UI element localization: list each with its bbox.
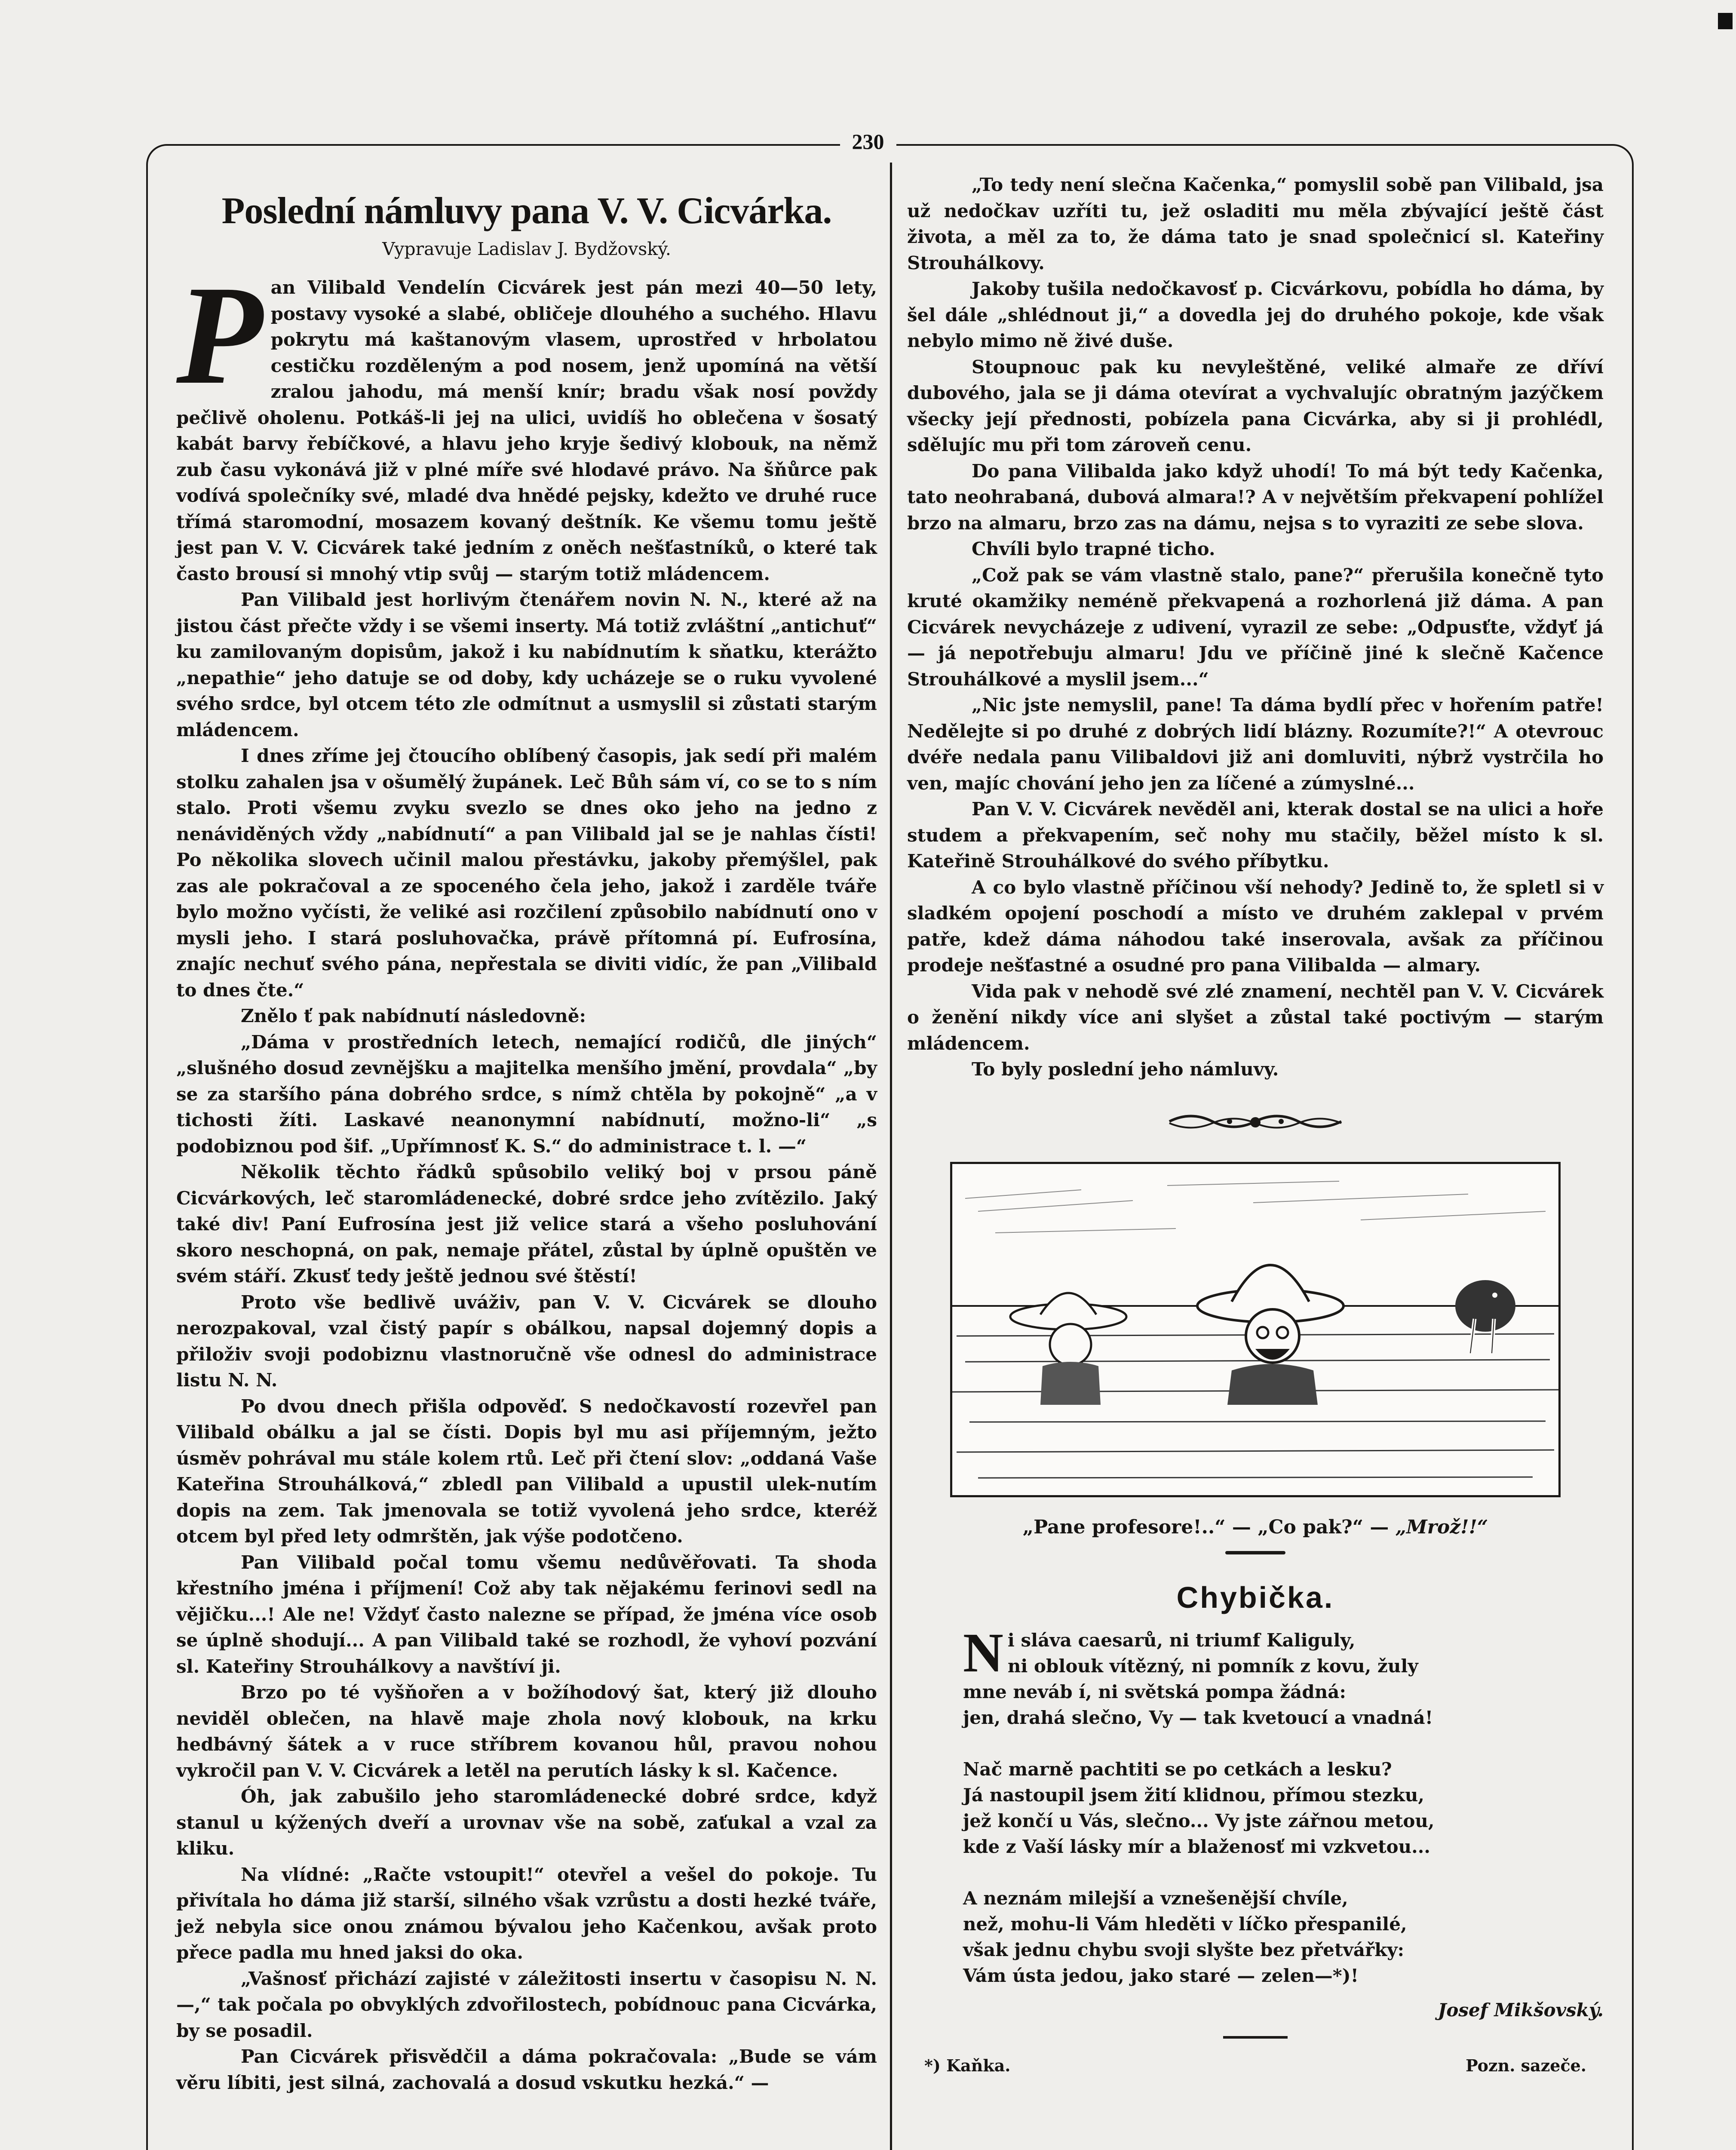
left-column <box>176 172 877 2096</box>
paragraph: To byly poslední jeho námluvy. <box>972 1059 1279 1080</box>
separator-rule <box>1225 1551 1285 1554</box>
verse-line: Vám ústa jedou, jako staré — zelen—*)! <box>963 1965 1359 1986</box>
verse-line: ni oblouk vítězný, ni pomník z kovu, žuly <box>1007 1655 1418 1677</box>
paragraph: Několik těchto řádků spůsobilo veliký boj v prsou páně Cicvárkových, leč staromládenecké, dobré srdce jeho zvítězilo. Jaký také div! Paní Eufrosína jest již velice stará a všeho posluhování skoro neschopná, on pak, nemaje přátel, zůstal by úplně opuštěn ve svém stáří. Zkusť tedy ještě jednou své štěstí! <box>176 1161 877 1287</box>
paragraph: Do pana Vilibalda jako když uhodí! To má být tedy Kačenka, tato neohrabaná, dubová almara!? A v největším překvapení pohlížel brzo na almaru, brzo zas na dámu, nejsa s to vyraziti ze sebe slova. <box>907 460 1604 534</box>
poem-author: Josef Mikšovský. <box>1438 1999 1604 2021</box>
paragraph: Chvíli bylo trapné ticho. <box>972 538 1215 559</box>
article-body <box>176 257 877 2096</box>
verse-line: však jednu chybu svoji slyšte bez přetvářky: <box>963 1939 1405 1960</box>
paragraph: Pan Vilibald Vendelín Cicvárek jest pán mezi 40—50 lety, postavy vysoké a slabé, obličeje dlouhého a suchého. Hlavu pokrytu má kaštanovým vlasem, uprostřed v hrbolatou cestičku rozděleným a pod nosem, jenž upomíná na větší zralou jahodu, má menší knír; bradu však nosí povždy pečlivě oholenu. Potkáš-li jej na ulici, uvidíš ho oblečena v šosatý kabát barvy řebíčkové, a hlavu jeho kryje šedivý klobouk, na němž zub času vykonává již v plné míře své hlodavé právo. Na šňůrce pak vodívá společníky své, mladé dva hnědé pejsky, kdežto ve druhé ruce třímá staromodní, mosazem kovaný deštník. Ke všemu tomu ještě jest pan V. V. Cicvárek také jedním z oněch nešťastníků, o které tak často brousí si mnohý vtip svůj — starým totiž mládencem. <box>176 257 877 584</box>
paragraph: „Vašnosť přichází zajisté v záležitosti insertu v časopisu N. N. —,“ tak počala po obvyklých zdvořilostech, pobídnouc pana Cicvárka, by se posadil. <box>176 1968 877 2041</box>
poem-drop-cap: N <box>963 1622 1003 1684</box>
footnote-note: Pozn. sazeče. <box>1466 2055 1586 2075</box>
verse-line: jež končí u Vás, slečno... Vy jste zářnou metou, <box>963 1810 1435 1831</box>
paragraph: Vida pak v nehodě své zlé znamení, nechtěl pan V. V. Cicvárek o ženění nikdy více ani slyšet a zůstal také poctivým — starým mládencem. <box>907 980 1604 1054</box>
poem-title: Chybička. <box>1176 1580 1334 1614</box>
paragraph: I dnes zříme jej čtoucího oblíbený časopis, jak sedí při malém stolku zahalen jsa v ošumělý župánek. Leč Bůh sám ví, co se to s ním stalo. Proti všemu zvyku svezlo se dnes oko jeho na jedno z nenáviděných vždy „nabídnutí“ a pan Vilibald jal se je nahlas čísti! Po několika slovech učinil malou přestávku, jakoby přemýšlel, pak zas ale pokračoval a ze spoceného čela jeho, jakož i zarděle tváře bylo možno vyčísti, že veliké asi rozčilení způsobilo nabídnutí ono v mysli jeho. I stará posluhovačka, právě přítomná pí. Eufrosína, znajíc nechuť svého pána, nepřestala se diviti vidíc, že pan „Vilibald to dnes čte.“ <box>176 745 877 1001</box>
stanza <box>963 1622 1604 1731</box>
paragraph: Proto vše bedlivě uváživ, pan V. V. Cicvárek se dlouho nerozpakoval, vzal čistý papír s obálkou, napsal dojemný dopis a přiloživ svoji podobiznu vlastnoručně vše odnesl do administrace listu N. N. <box>176 1291 877 1391</box>
paragraph: Jakoby tušila nedočkavosť p. Cicvárkovu, pobídla ho dáma, by šel dále „shlédnout ji,“ a dovedla jej do druhého pokoje, kde však nebylo mimo ně živé duše. <box>907 278 1604 351</box>
page-number: 230 <box>0 129 1736 154</box>
corner-mark <box>1718 13 1733 29</box>
paragraph: A co bylo vlastně příčinou vší nehody? Jedině to, že spletl si v sladkém opojení poschodí a místo ve druhém zaklepal v prvém patře, kdež dáma náhodou také inserovala, avšak za příčinou prodeje nešťastné a osudné pro pana Vilibalda — almary. <box>907 876 1604 976</box>
verse-line: Nač marně pachtiti se po cetkách a lesku? <box>963 1758 1392 1780</box>
paragraph: Stoupnouc pak ku nevyleštěné, veliké almaře ze dříví dubového, jala se ji dáma otevírat a vychvalujíc obratným jazýčkem všecky její přednosti, pobízela pana Cicvárka, aby si ji prohlédl, sdělujíc mu při tom zároveň cenu. <box>907 356 1604 455</box>
right-column <box>907 172 1604 2075</box>
paragraph: Óh, jak zabušilo jeho staromládenecké dobré srdce, když stanul u kýžených dveří a urovnav vše na sobě, zaťukal a vzal za kliku. <box>176 1786 877 1859</box>
advert-quote: „Dáma v prostředních letech, nemající rodičů, dle jiných“ „slušného dosud zevnějšku a majitelka menšího jmění, provdala“ „by se za staršího pána dobrého srdce, s nímž chtěla by pokojně“ „a v tichosti žíti. Laskavé neanonymní nabídnutí, možno-li“ „s podobiznou pod šif. „Upřímnosť K. S.“ do administrace t. l. —“ <box>176 1031 877 1157</box>
verse-line: i sláva caesarů, ni triumf Kaliguly, <box>1007 1629 1356 1651</box>
paragraph: Pan Cicvárek přisvědčil a dáma pokračovala: „Bude se vám věru líbiti, jest silná, zachovalá a dosud vskutku hezká.“ — <box>176 2046 877 2093</box>
footnote-mark: *) Kaňka. <box>924 2055 1011 2075</box>
paragraph: „Nic jste nemyslil, pane! Ta dáma bydlí přec v hořením patře! Nedělejte si po druhé z dobrých lidí blázny. Rozumíte?!“ A otevrouc dvéře nedala panu Vilibaldovi již ani domluviti, nýbrž vystrčila ho ven, majíc chování jeho jen za líčené a zúmyslné... <box>907 694 1604 794</box>
paragraph: Znělo ť pak nabídnutí následovně: <box>241 1005 586 1026</box>
article-continuation <box>907 172 1604 1083</box>
paragraph: Po dvou dnech přišla odpověď. S nedočkavostí rozevřel pan Vilibald obálku a jal se čísti. Dopis byl mu asi příjemným, ježto úsměv pohrával mu stále kolem rtů. Leč při čtení slov: „oddaná Vaše Kateřina Strouhálková,“ zbledl pan Vilibald a upustil ulek-nutím dopis na zem. Tak jmenovala se totiž vyvolená jeho srdce, kteréž otcem byl před lety odmrštěn, jak výše podotčeno. <box>176 1395 877 1547</box>
cartoon-caption: „Pane profesore!..“ — „Co pak?“ — „Mrož!!“ <box>1022 1516 1488 1538</box>
poem <box>907 1622 1604 2023</box>
ornament-icon <box>1165 1109 1346 1134</box>
cartoon-illustration <box>950 1162 1561 1497</box>
verse-line: Já nastoupil jsem žití klidnou, přímou stezku, <box>963 1784 1425 1806</box>
paragraph: „To tedy není slečna Kačenka,“ pomyslil sobě pan Vilibald, jsa už nedočkav uzříti tu, jež osladiti mu měla zbývající ještě část života, a měl za to, že dáma tato je snad společnicí sl. Kateřiny Strouhálkovy. <box>907 174 1604 273</box>
paragraph: Na vlídné: „Račte vstoupit!“ otevřel a vešel do pokoje. Tu přivítala ho dáma již starší, silného však vzrůstu a dosti hezké tváře, jež nebyla sice onou známou bývalou jeho Kačenkou, avšak proto přece padla mu hned jaksi do oka. <box>176 1864 877 1963</box>
column-divider <box>890 163 892 2150</box>
footnote-rule <box>1223 2036 1288 2039</box>
verse-line: než, mohu-li Vám hleděti v líčko přespanilé, <box>963 1913 1407 1935</box>
footnote <box>907 2056 1604 2075</box>
ornament-divider <box>907 1109 1604 1140</box>
article-byline: Vypravuje Ladislav J. Bydžovský. <box>382 239 671 259</box>
verse-line: mne neváb í, ni světská pompa žádná: <box>963 1681 1346 1702</box>
stanza <box>963 1757 1604 1860</box>
verse-line: jen, drahá slečno, Vy — tak kvetoucí a vnadná! <box>963 1707 1433 1728</box>
paragraph: Brzo po té vyšňořen a v božíhodový šat, který již dlouho neviděl oblečen, na hlavě maje zhola nový klobouk, na krku hedbávný šátek a v ruce stříbrem kovanou hůl, pravou nohou vykročil pan V. V. Cicvárek a letěl na perutích lásky k sl. Kačence. <box>176 1682 877 1781</box>
verse-line: kde z Vaší lásky mír a blaženosť mi vzkvetou... <box>963 1836 1431 1857</box>
article-title: Poslední námluvy pana V. V. Cicvárka. <box>221 190 832 232</box>
walrus-cartoon-icon <box>952 1164 1558 1495</box>
stanza <box>963 1886 1604 1989</box>
paragraph: Pan Vilibald jest horlivým čtenářem novin N. N., které až na jistou část přečte vždy i se všemi inserty. Má totiž zvláštní „antichuť“ ku zamilovaným dopisům, jakož i ku nabídnutím k sňatku, kterážto „nepathie“ jeho datuje se od doby, kdy ucházeje se o ruku vyvolené svého srdce, byl otcem této zle odmítnut a usmyslil si zůstati starým mládencem. <box>176 589 877 740</box>
paragraph: Pan Vilibald počal tomu všemu nedůvěřovati. Ta shoda křestního jména i příjmení! Což aby tak nějakému ferinovi sedl na vějičku...! Ale ne! Vždyť často nalezne se případ, že jména více osob se úplně shodují... A pan Vilibald také se rozhodl, že vyhoví pozvání sl. Kateřiny Strouhálkovy a navštíví ji. <box>176 1551 877 1677</box>
drop-cap: P <box>176 257 263 414</box>
paragraph: Pan V. V. Cicvárek nevěděl ani, kterak dostal se na ulici a hoře studem a překvapením, seč nohy mu stačily, běžel místo k sl. Kateřině Strouhálkové do svého příbytku. <box>907 799 1604 872</box>
paragraph: „Což pak se vám vlastně stalo, pane?“ přerušila konečně tyto kruté okamžiky neméně překvapená a rozhorlená již dáma. A pan Cicvárek nevycházeje z udivení, vyrazil ze sebe: „Odpusťte, vždyť já — já nepotřebuju almaru! Jdu ve příčině jiné k slečně Kačence Strouhálkové a myslil jsem...“ <box>907 564 1604 690</box>
verse-line: A neznám milejší a vznešenější chvíle, <box>963 1887 1348 1909</box>
